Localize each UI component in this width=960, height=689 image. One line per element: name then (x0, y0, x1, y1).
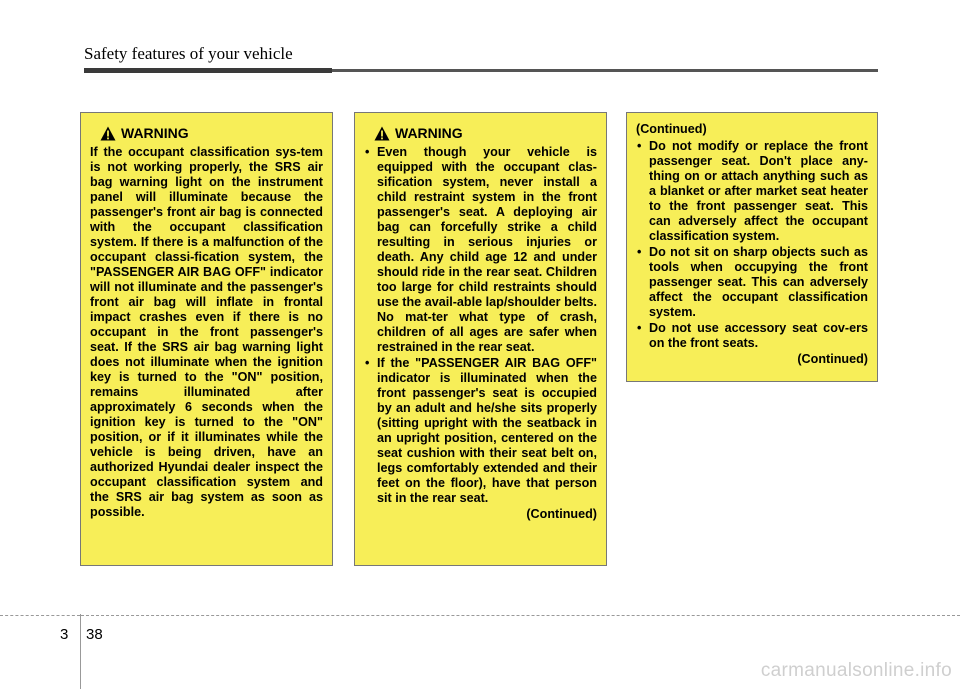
continued-label-top: (Continued) (636, 122, 707, 136)
warning-title: WARNING (395, 124, 463, 141)
warning-heading (364, 124, 597, 142)
list-item: • If the "PASSENGER AIR BAG OFF" indicator is illuminated when the front passenger's seat is occupied by an adult and he/she sits properly (sitting upright with the seatback in an upright position, centered on the seat cushion with their seat belt on, legs comfortably extended and their feet on the floor), have that person sit in the rear seat. (365, 356, 597, 505)
list-item: • Do not sit on sharp objects such as tools when occupying the front passenger seat. This can adversely affect the occupant classification system. (637, 245, 868, 319)
warning-triangle-icon (100, 126, 116, 141)
header-rule-thin (332, 69, 878, 72)
warning-triangle-icon (374, 126, 390, 141)
list-item: • Do not modify or replace the front passenger seat. Don't place any-thing on or attach anything such as a blanket or after market seat heater to the front passenger seat. This can adversely affect the occupant classification system. (637, 139, 868, 243)
list-item: • Do not use accessory seat cov-ers on the front seats. (637, 321, 868, 350)
chapter-number: 3 (60, 626, 69, 643)
footer-rule (0, 615, 80, 616)
footer-divider (80, 614, 81, 689)
warning-box-continued (626, 112, 878, 382)
warning-body: If the occupant classification sys-tem is not working properly, the SRS air bag warning light on the instrument panel will illuminate because the passenger's front air bag is connected with the occupant classification system. If there is a malfunction of the occupant classi-fication system, the "PASSENGER AIR BAG OFF" indicator will not illuminate and the passenger's front air bag will inflate in frontal impact crashes even if there is no occupant in the front passenger's seat. If the SRS air bag warning light does not illuminate when the ignition key is turned to the "ON" position, remains illuminated after approximately 6 seconds when the ignition key is turned to the "ON" position, or if it illuminates while the vehicle is being driven, have an authorized Hyundai dealer inspect the occupant classification system and the SRS air bag system as soon as possible. (90, 145, 323, 519)
page-title: Safety features of your vehicle (84, 44, 293, 63)
warning-title: WARNING (121, 124, 189, 141)
page-number: 38 (86, 626, 103, 643)
warning-box-occupant-classification (80, 112, 333, 566)
continued-label: (Continued) (526, 507, 597, 521)
watermark: carmanualsonline.info (760, 660, 952, 681)
list-item: • Even though your vehicle is equipped with the occupant clas-sification system, never install a child restraint system in the front passenger's seat. A deploying air bag can forcefully strike a child resulting in serious injuries or death. Any child age 12 and under should ride in the rear seat. Children too large for child restraints should use the avail-able lap/shoulder belts. No mat-ter what type of crash, children of all ages are safer when restrained in the rear seat. (365, 145, 597, 354)
warning-bullet-list (636, 139, 868, 351)
header-rule (84, 68, 332, 73)
warning-bullet-list (364, 145, 597, 506)
warning-heading (90, 124, 323, 142)
continued-label: (Continued) (797, 352, 868, 366)
warning-box-child-seat (354, 112, 607, 566)
footer-rule (81, 615, 960, 616)
